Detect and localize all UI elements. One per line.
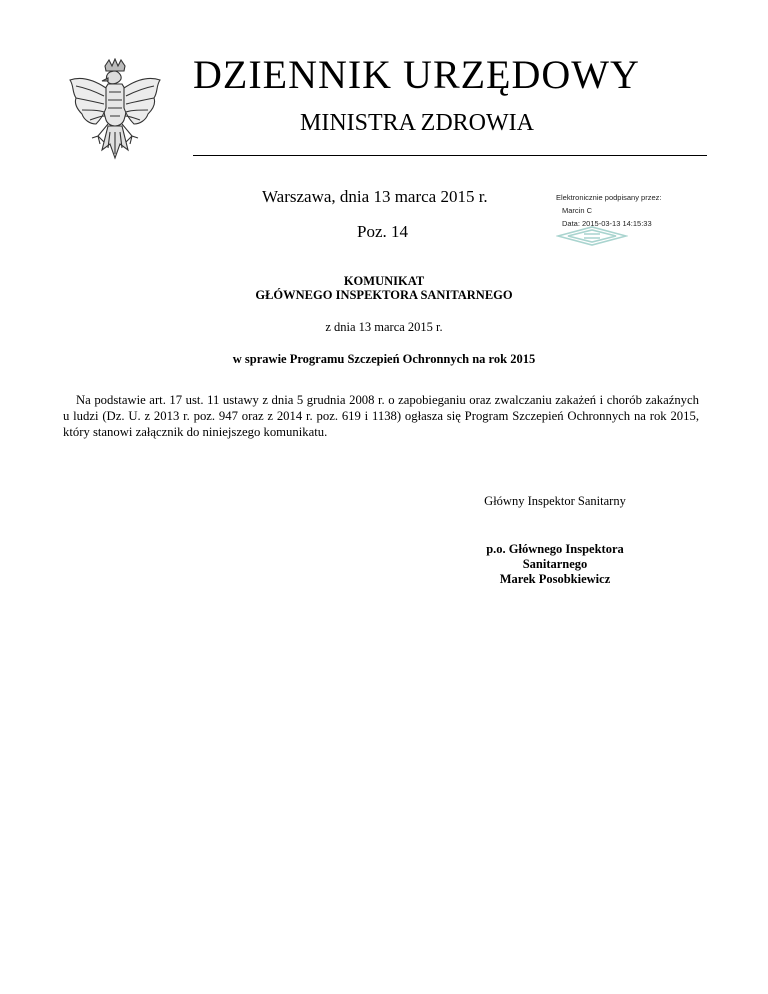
header-divider: [193, 155, 707, 156]
position-number: Poz. 14: [357, 222, 408, 241]
document-date: z dnia 13 marca 2015 r.: [325, 320, 443, 334]
gazette-subtitle: MINISTRA ZDROWIA: [300, 110, 534, 136]
issue-date: Warszawa, dnia 13 marca 2015 r.: [262, 187, 488, 206]
signature-logo-icon: [556, 226, 628, 246]
signature-date: Data: 2015-03-13 14:15:33: [562, 219, 652, 228]
signer-line-1: p.o. Głównego Inspektora: [486, 542, 624, 556]
signer-title: Główny Inspektor Sanitarny: [484, 494, 626, 508]
signer-line-2: Sanitarnego: [522, 557, 588, 571]
signer-block: [380, 542, 730, 587]
signature-name: Marcin C: [562, 206, 593, 215]
document-body: Na podstawie art. 17 ust. 11 ustawy z dnia 5 grudnia 2008 r. o zapobieganiu oraz zwalczaniu zakażeń i chorób zakaźnych u ludzi (Dz. U. z 2013 r. poz. 947 oraz z 2014 r. poz. 619 i 1138) ogłasza się Program Szczepień Ochronnych na rok 2015, który stanowi załącznik do niniejszego komunikatu.: [63, 393, 699, 439]
document-heading: [0, 274, 768, 302]
heading-issuer: GŁÓWNEGO INSPEKTORA SANITARNEGO: [255, 288, 513, 302]
electronic-signature-box: [556, 192, 661, 229]
signature-label: Elektronicznie podpisany przez:: [556, 193, 662, 202]
signer-name: Marek Posobkiewicz: [499, 572, 611, 586]
gazette-title: DZIENNIK URZĘDOWY: [193, 52, 640, 97]
polish-eagle-emblem-icon: [64, 58, 166, 162]
document-subject: w sprawie Programu Szczepień Ochronnych na rok 2015: [232, 352, 536, 366]
heading-type: KOMUNIKAT: [343, 274, 425, 288]
